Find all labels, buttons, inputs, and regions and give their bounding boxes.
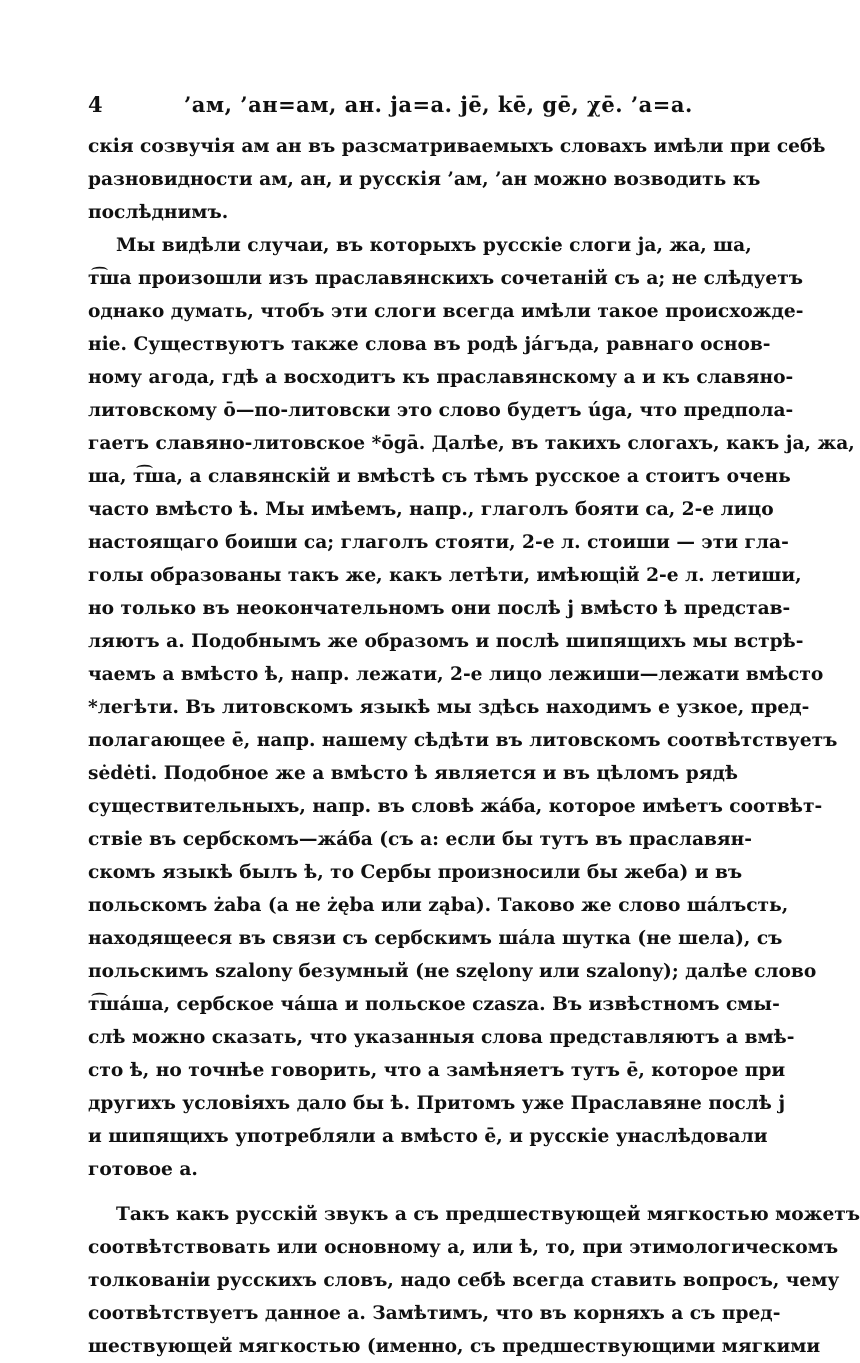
text-line: голы образованы такъ же, какъ летѣти, имѣющій 2-е л. летиши,: [88, 565, 802, 586]
text-line: *легѣти. Въ литовскомъ языкѣ мы здѣсь находимъ e узкое, пред-: [88, 697, 810, 718]
text-line: скія созвучія ам ан въ разсматриваемыхъ словахъ имѣли при себѣ: [88, 136, 826, 157]
text-line: разновидности ам, ан, и русскія ’ам, ’ан можно возводить къ: [88, 169, 761, 190]
text-line: другихъ условіяхъ дало бы ѣ. Притомъ уже Праславяне послѣ j: [88, 1093, 786, 1114]
text-line: польскимъ szalony безумный (не szęlony или szalony); далѣе слово: [88, 961, 817, 982]
paragraph: [88, 1198, 860, 1363]
paragraph: [88, 229, 855, 1186]
text-line: толкованіи русскихъ словъ, надо себѣ всегда ставить вопросъ, чему: [88, 1270, 840, 1291]
paragraph: [88, 130, 826, 229]
text-line: шествующей мягкостью (именно, съ предшествующими мягкими: [88, 1336, 821, 1357]
text-line: соотвѣтствуетъ данное а. Замѣтимъ, что въ корняхъ а съ пред-: [88, 1303, 781, 1324]
text-line: настоящаго боиши са; глаголъ стояти, 2-е л. стоиши — эти гла-: [88, 532, 789, 553]
text-line: но только въ неокончательномъ они послѣ j вмѣсто ѣ представ-: [88, 598, 791, 619]
text-line: готовое а.: [88, 1159, 198, 1180]
text-line: Мы видѣли случаи, въ которыхъ русскіе слоги ja, жа, ша,: [116, 235, 752, 256]
text-line: ствіе въ сербскомъ—жáба (съ а: если бы тутъ въ праславян-: [88, 829, 752, 850]
text-line: sėdėti. Подобное же а вмѣсто ѣ является и въ цѣломъ рядѣ: [88, 763, 738, 784]
text-line: гаетъ славяно-литовское *ōgā. Далѣе, въ такихъ слогахъ, какъ ja, жа,: [88, 433, 855, 454]
body-text: [88, 130, 860, 1363]
text-line: соотвѣтствовать или основному а, или ѣ, то, при этимологическомъ: [88, 1237, 839, 1258]
text-line: скомъ языкѣ былъ ѣ, то Сербы произносили бы жеба) и въ: [88, 862, 743, 883]
text-line: ша, т͡ша, а славянскій и вмѣстѣ съ тѣмъ русское а стоитъ очень: [88, 466, 791, 487]
text-line: часто вмѣсто ѣ. Мы имѣемъ, напр., глаголъ бояти са, 2-е лицо: [88, 499, 774, 520]
text-line: сто ѣ, но точнѣе говорить, что а замѣняетъ тутъ ē, которое при: [88, 1060, 786, 1081]
text-line: польскомъ żaba (а не żęba или ząba). Таково же слово шáлъсть,: [88, 895, 789, 916]
text-line: и шипящихъ употребляли а вмѣсто ē, и русскіе унаслѣдовали: [88, 1126, 768, 1147]
text-line: однако думать, чтобъ эти слоги всегда имѣли такое происхожде-: [88, 301, 804, 322]
text-line: чаемъ а вмѣсто ѣ, напр. лежати, 2-е лицо лежиши—лежати вмѣсто: [88, 664, 824, 685]
paragraph-gap: [88, 1186, 728, 1198]
running-title: ’ам, ’ан=ам, ан. ja=а. jē, kē, gē, χē. ’а=а.: [184, 92, 693, 117]
text-line: т͡шáша, сербское чáша и польское czasza. Въ извѣстномъ смы-: [88, 994, 780, 1015]
text-line: послѣднимъ.: [88, 202, 229, 223]
page-number: 4: [88, 92, 104, 117]
text-line: Такъ какъ русскій звукъ а съ предшествующей мягкостью можетъ: [116, 1204, 860, 1225]
running-header: [88, 92, 728, 124]
text-line: ному агода, гдѣ а восходитъ къ праславянскому а и къ славяно-: [88, 367, 794, 388]
text-line: ляютъ а. Подобнымъ же образомъ и послѣ шипящихъ мы встрѣ-: [88, 631, 804, 652]
text-line: литовскому ō—по-литовски это слово будетъ úga, что предпола-: [88, 400, 794, 421]
text-line: находящееся въ связи съ сербскимъ шáла шутка (не шела), съ: [88, 928, 783, 949]
text-line: ніе. Существуютъ также слова въ родѣ јáгъда, равнаго основ-: [88, 334, 771, 355]
text-line: слѣ можно сказать, что указанныя слова представляютъ а вмѣ-: [88, 1027, 795, 1048]
text-line: т͡ша произошли изъ праславянскихъ сочетаній съ а; не слѣдуетъ: [88, 268, 804, 289]
text-line: полагающее ē, напр. нашему сѣдѣти въ литовскомъ соотвѣтствуетъ: [88, 730, 838, 751]
text-line: существительныхъ, напр. въ словѣ жáба, которое имѣетъ соотвѣт-: [88, 796, 823, 817]
